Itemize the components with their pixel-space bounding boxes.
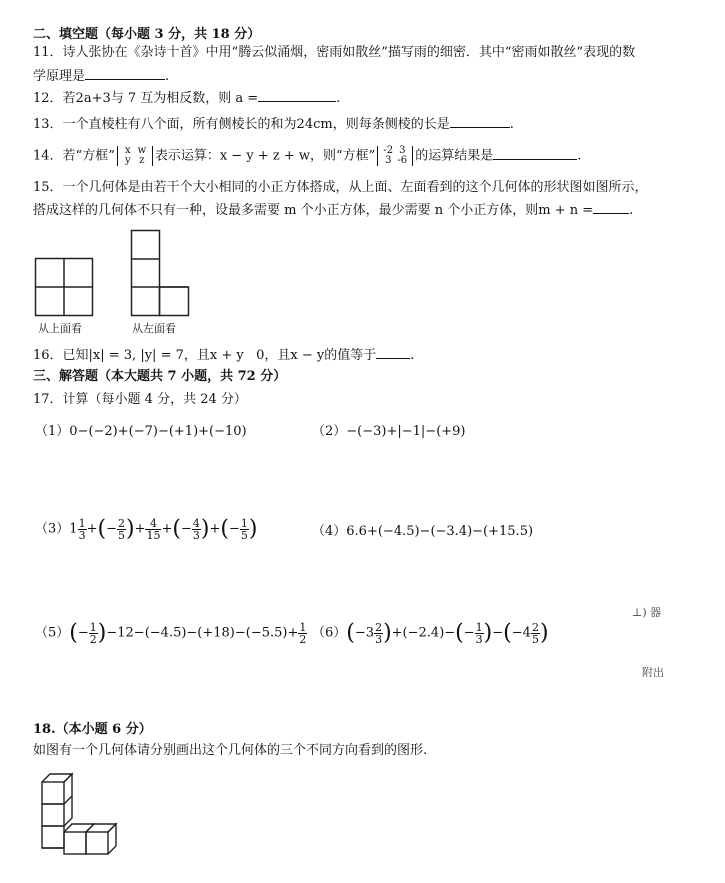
q15-text: 搭成这样的几何体不只有一种，设最多需要 m 个小正方体，最少需要 n 个小正方体，则m + n = (33, 203, 594, 218)
q11-answer-blank[interactable] (85, 67, 165, 80)
q14-text-a: 14．若“方框” (33, 148, 115, 164)
q13-line: 13．一个直棱柱有八个面，所有侧棱长的和为24cm，则每条侧棱的长是 . (33, 117, 514, 132)
q16-text-a: 16．已知|x| = 3, |y| = 7，且x + y (33, 348, 244, 363)
problem-6: （6）(−3 $\frac{2}{3}$ )+(−2.4)−(− $\frac{1}{3}$ )−(−4 $\frac{2}{5}$ ) (312, 620, 549, 646)
q14-text-c: 的运算结果是 (415, 148, 494, 164)
q14-text-b: 表示运算：x − y + z + w，则“方框” (154, 148, 376, 164)
problem-1-expr: 0−(−2)+(−7)−(+1)+(−10) (69, 424, 247, 439)
section3-heading: 三、解答题（本大题共 7 小题，共 72 分） (33, 369, 287, 384)
q15-answer-blank[interactable] (593, 201, 629, 214)
q12-answer-blank[interactable] (258, 89, 336, 102)
q14-line: 14．若“方框” x w y z 表示运算：x − y + z + w，则“方框” -2 3 3 -6 的运算结果是 . (33, 145, 582, 166)
q15-line2: 搭成这样的几何体不只有一种，设最多需要 m 个小正方体，最少需要 n 个小正方体，则m + n = . (33, 203, 634, 218)
q18-heading: 18.（本小题 6 分） (33, 722, 152, 737)
q15-line1: 15．一个几何体是由若干个大小相同的小正方体搭成，从上面、左面看到的这个几何体的形状图如图所示， (33, 180, 648, 195)
q12-text: 12．若2a+3与 7 互为相反数，则 a = (33, 91, 259, 106)
problem-1-label: （1） (35, 424, 70, 439)
problem-5: （5）(− $\frac{1}{2}$ )−12−(−4.5)−(+18)−(−5.5)+ $\frac{1}{2}$ (35, 620, 307, 646)
q11-line1: 11．诗人张协在《杂诗十首》中用“腾云似涌烟，密雨如散丝”描写雨的细密．其中“密雨如散丝”表现的数 (33, 45, 636, 60)
problem-2-expr: −(−3)+|−1|−(+9) (346, 424, 466, 439)
q18-cube-figure (40, 768, 122, 860)
view-from-left-figure (131, 230, 189, 316)
problem-1 (35, 424, 247, 440)
q16-line: 16．已知|x| = 3, |y| = 7，且x + y 0，且x − y的值等于 . (33, 348, 415, 363)
section2-heading: 二、填空题（每小题 3 分，共 18 分） (33, 27, 261, 42)
problem-3: （3）1 $\frac{1}{3}$ +(− $\frac{2}{5}$ )+ $\frac{4}{15}$ +(− $\frac{4}{3}$ )+(− $\frac{1}{5}$ ) (35, 516, 258, 542)
q14-matrix-2: -2 3 3 -6 (377, 146, 413, 166)
q14-answer-blank[interactable] (493, 147, 577, 160)
problem-6-label: （6） (312, 625, 347, 641)
problem-5-label: （5） (35, 625, 70, 641)
q14-matrix-1: x w y z (117, 146, 153, 166)
margin-mark-2: 附出 (642, 666, 664, 679)
problem-4-label: （4） (312, 524, 347, 539)
q17-heading: 17．计算（每小题 4 分，共 24 分） (33, 392, 247, 407)
problem-2 (312, 424, 466, 440)
q18-text: 如图有一个几何体请分别画出这个几何体的三个不同方向看到的图形. (33, 743, 428, 758)
q12-line: 12．若2a+3与 7 互为相反数，则 a = . (33, 91, 341, 106)
q11-text: 学原理是 (33, 69, 86, 84)
problem-4-expr: 6.6+(−4.5)−(−3.4)−(+15.5) (346, 524, 534, 539)
top-view-caption: 从上面看 (38, 322, 82, 335)
problem-4 (312, 524, 533, 540)
q13-answer-blank[interactable] (450, 115, 510, 128)
left-view-caption: 从左面看 (132, 322, 176, 335)
q11-line2: 学原理是 . (33, 69, 170, 84)
q16-text-b: 0，且x − y的值等于 (256, 348, 377, 363)
problem-2-label: （2） (312, 424, 347, 439)
margin-mark-1: ⊥) 器 (632, 606, 662, 619)
q13-text: 13．一个直棱柱有八个面，所有侧棱长的和为24cm，则每条侧棱的长是 (33, 117, 450, 132)
problem-3-label: （3） (35, 521, 70, 537)
q16-answer-blank[interactable] (376, 346, 410, 359)
view-from-top-figure (35, 258, 93, 316)
